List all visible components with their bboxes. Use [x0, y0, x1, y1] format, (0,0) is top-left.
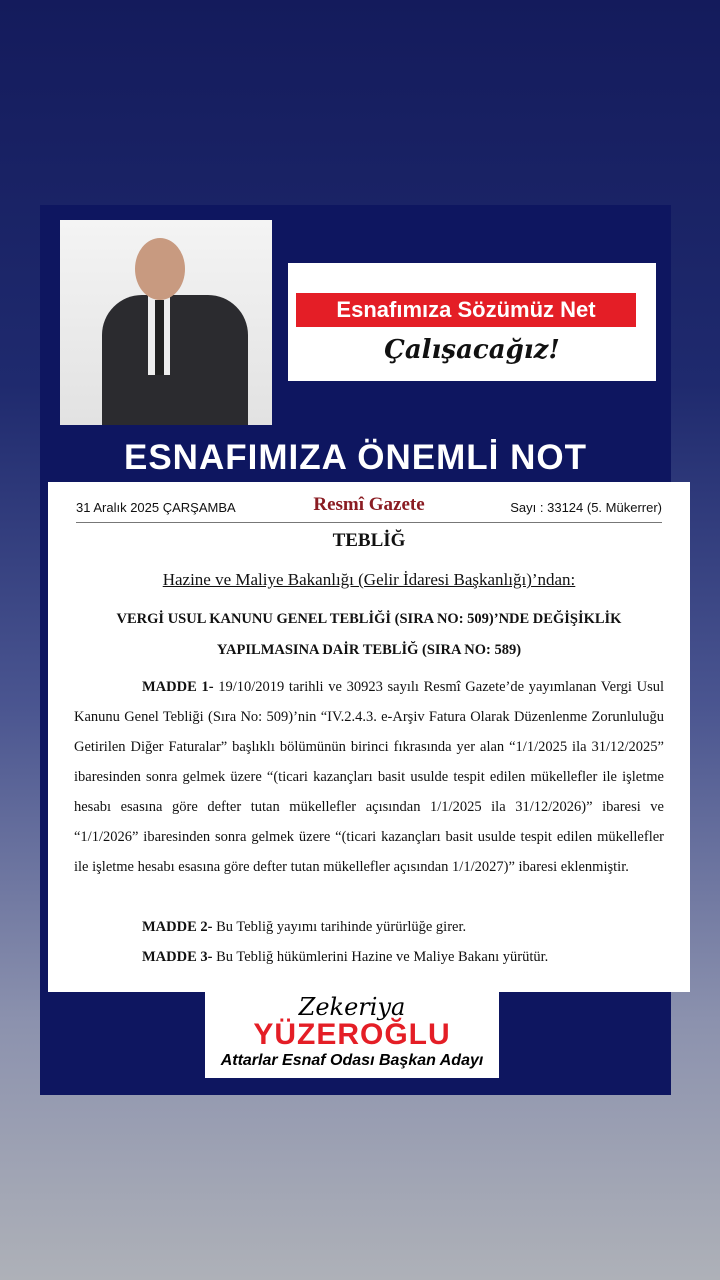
doc-type: TEBLİĞ	[332, 530, 406, 551]
last-name: YÜZEROĞLU	[253, 1018, 451, 1051]
doc-title: VERGİ USUL KANUNU GENEL TEBLİĞİ (SIRA NO: 509)’NDE DEĞİŞİKLİK YAPILMASINA DAİR TEBLİĞ (SIRA NO: 589)	[116, 611, 622, 658]
tie	[155, 300, 164, 375]
candidate-signature	[205, 992, 499, 1078]
candidate-role: Attarlar Esnaf Odası Başkan Adayı	[220, 1052, 484, 1069]
head	[135, 238, 185, 300]
suit	[102, 295, 248, 425]
article-label: MADDE 1-	[142, 679, 214, 695]
slogan-banner	[288, 263, 656, 381]
article-label: MADDE 3-	[142, 949, 213, 965]
doc-authority: Hazine ve Maliye Bakanlığı (Gelir İdaresi Başkanlığı)’ndan:	[162, 570, 576, 589]
gazette-issue: Sayı : 33124 (5. Mükerrer)	[510, 500, 662, 515]
slogan-red: Esnafımıza Sözümüz Net	[296, 293, 636, 327]
article-1	[74, 672, 664, 882]
gazette-name: Resmî Gazete	[313, 494, 425, 515]
first-name: Zekeriya	[298, 993, 406, 1021]
article-2	[74, 912, 664, 942]
slogan-script: Çalışacağız!	[384, 335, 560, 365]
gazette-document	[48, 482, 690, 992]
headline: ESNAFIMIZA ÖNEMLİ NOT	[123, 438, 587, 477]
article-text: 19/10/2019 tarihli ve 30923 sayılı Resmî Gazete’de yayımlanan Vergi Usul Kanunu Genel Tebliği (Sıra No: 509)’nin “IV.2.4.3. e-Arşiv Fatura Olarak Düzenlenme Zorunluluğu Getirilen Diğer Faturalar” başlıklı bölümünün birinci fıkrasında yer alan “1/1/2025 ila 31/12/2025” ibaresinden sonra gelmek üzere “(ticari kazançları basit usulde tespit edilen mükellefler ile işletme hesabı esasına göre defter tutan mükellefler açısından 1/1/2025 ila 31/12/2026)” ibaresi ve “1/1/2026” ibaresinden sonra gelmek üzere “(ticari kazançları basit usulde tespit edilen mükellefler ile işletme hesabı esasına göre defter tutan mükellefler açısından 1/1/2027)” ibaresi eklenmiştir.	[74, 679, 664, 875]
article-label: MADDE 2-	[142, 919, 213, 935]
gazette-header	[76, 496, 662, 523]
gazette-date: 31 Aralık 2025 ÇARŞAMBA	[76, 500, 236, 515]
article-3	[74, 942, 664, 972]
article-text: Bu Tebliğ yayımı tarihinde yürürlüğe girer.	[212, 919, 467, 935]
article-text: Bu Tebliğ hükümlerini Hazine ve Maliye Bakanı yürütür.	[212, 949, 549, 965]
candidate-photo	[60, 220, 272, 425]
